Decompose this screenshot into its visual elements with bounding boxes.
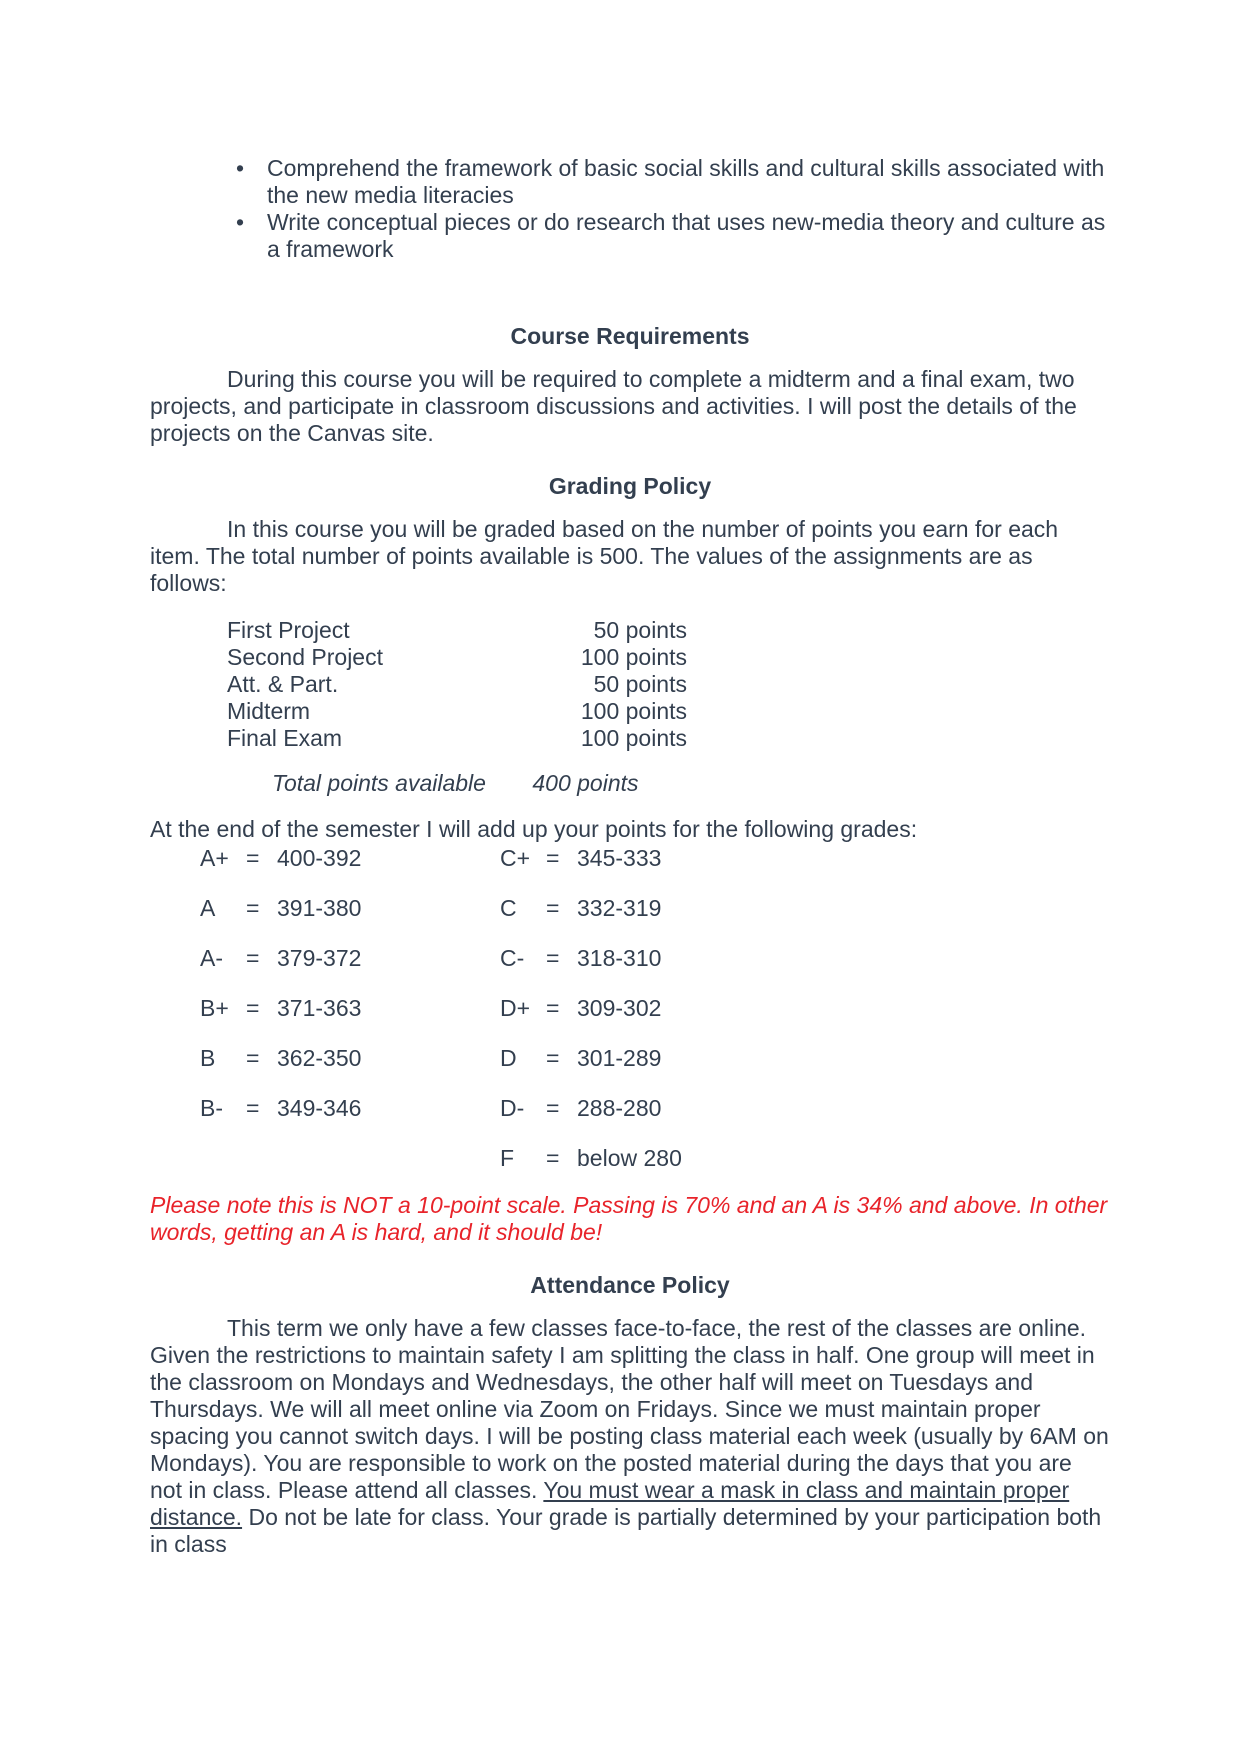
- attendance-policy-heading: Attendance Policy: [530, 1272, 730, 1298]
- grade-equals: =: [546, 1045, 560, 1071]
- grade-letter: A-: [200, 945, 223, 971]
- grade-equals: =: [246, 945, 260, 971]
- grade-letter: D+: [500, 995, 531, 1021]
- total-points-label: Total points available: [272, 770, 486, 796]
- grade-equals: =: [546, 945, 560, 971]
- grade-letter: C: [500, 895, 517, 921]
- grade-equals: =: [546, 995, 560, 1021]
- grade-cell: [500, 845, 661, 872]
- table-row: [150, 725, 1110, 752]
- grade-range: 309-302: [577, 995, 662, 1021]
- course-requirements-paragraph: During this course you will be required to complete a midterm and a final exam, two projects, and participate in classroom discussions and activities. I will post the details of the projects on the Canvas site.: [150, 366, 1077, 446]
- table-row: [150, 845, 1110, 872]
- grading-scale-note: Please note this is NOT a 10-point scale. Passing is 70% and an A is 34% and above. In other words, getting an A is hard, and it should be!: [150, 1192, 1108, 1245]
- assignment-name: First Project: [227, 617, 350, 643]
- grade-cell: [500, 1145, 682, 1172]
- grade-cell: [200, 845, 500, 872]
- assignments-table: [150, 617, 1110, 752]
- objectives-list: [150, 155, 1110, 263]
- attendance-text-before: This term we only have a few classes face-to-face, the rest of the classes are online. Given the restrictions to maintain safety I am splitting the class in half. One group will meet in the classroom on Mondays and Wednesdays, the other half will meet on Tuesdays and Thursdays. We will all meet online via Zoom on Fridays. Since we must maintain proper spacing you cannot switch days. I will be posting class material each week (usually by 6AM on Mondays). You are responsible to work on the posted material during the days that you are not in class. Please attend all classes.: [150, 1315, 1109, 1503]
- grade-equals: =: [546, 1095, 560, 1121]
- grade-range: 301-289: [577, 1045, 662, 1071]
- assignment-points: 100 points: [580, 698, 687, 724]
- grade-letter: D-: [500, 1095, 525, 1121]
- table-row: [150, 617, 1110, 644]
- grade-letter: B+: [200, 995, 229, 1021]
- grade-letter: C-: [500, 945, 525, 971]
- grade-cell: [200, 1145, 500, 1172]
- grade-cell: [200, 895, 500, 922]
- assignment-name: Final Exam: [227, 725, 343, 751]
- table-row: [150, 644, 1110, 671]
- assignment-points: 50 points: [593, 617, 687, 643]
- grade-letter: A+: [200, 845, 229, 871]
- grade-range: 288-280: [577, 1095, 662, 1121]
- assignment-points: 100 points: [580, 644, 687, 670]
- grade-range: 400-392: [277, 845, 362, 871]
- attendance-text-after: Do not be late for class. Your grade is partially determined by your participation both in class: [150, 1504, 1102, 1557]
- grade-equals: [246, 1145, 277, 1172]
- total-points-line: [150, 770, 1110, 797]
- grade-equals: =: [246, 995, 260, 1021]
- grade-letter: B: [200, 1045, 216, 1071]
- grade-cell: [200, 995, 500, 1022]
- grade-range: 332-319: [577, 895, 662, 921]
- grade-letter: D: [500, 1045, 517, 1071]
- objective-text: Comprehend the framework of basic social skills and cultural skills associated with the new media literacies: [267, 155, 1105, 208]
- grade-cell: [200, 1095, 500, 1122]
- grade-equals: =: [546, 1145, 560, 1171]
- grade-equals: =: [246, 1095, 260, 1121]
- assignment-points: 50 points: [593, 671, 687, 697]
- grade-cell: [500, 945, 661, 972]
- grade-letter: [200, 1145, 246, 1172]
- objective-text: Write conceptual pieces or do research that uses new-media theory and culture as a framework: [267, 209, 1106, 262]
- grading-policy-heading: Grading Policy: [548, 473, 712, 499]
- objective-item: [150, 155, 1110, 209]
- grade-equals: =: [546, 845, 560, 871]
- grade-equals: =: [246, 845, 260, 871]
- grade-cell: [200, 1045, 500, 1072]
- grade-letter: F: [500, 1145, 515, 1171]
- grade-range: 345-333: [577, 845, 662, 871]
- grade-range: 391-380: [277, 895, 362, 921]
- grade-cell: [500, 1045, 661, 1072]
- grade-range: 379-372: [277, 945, 362, 971]
- grading-policy-paragraph: In this course you will be graded based on the number of points you earn for each item. The total number of points available is 500. The values of the assignments are as follows:: [150, 516, 1059, 596]
- grade-equals: =: [246, 895, 260, 921]
- table-row: [150, 895, 1110, 922]
- grade-letter: C+: [500, 845, 531, 871]
- grade-range: 371-363: [277, 995, 362, 1021]
- grade-range: 318-310: [577, 945, 662, 971]
- assignment-name: Midterm: [227, 698, 311, 724]
- course-requirements-heading: Course Requirements: [510, 323, 750, 349]
- table-row: [150, 1045, 1110, 1072]
- grade-letter: B-: [200, 1095, 223, 1121]
- grades-table: [150, 845, 1110, 1172]
- grade-range: 349-346: [277, 1095, 362, 1121]
- table-row: [150, 671, 1110, 698]
- grade-range: below 280: [577, 1145, 682, 1171]
- grade-equals: =: [546, 895, 560, 921]
- assignment-name: Second Project: [227, 644, 383, 670]
- total-points-value: 400 points: [532, 770, 639, 796]
- grade-cell: [200, 945, 500, 972]
- grade-range: 362-350: [277, 1045, 362, 1071]
- attendance-policy-paragraph: [150, 1315, 1110, 1558]
- grade-cell: [500, 995, 661, 1022]
- objective-item: [150, 209, 1110, 263]
- table-row: [150, 945, 1110, 972]
- grades-intro: At the end of the semester I will add up your points for the following grades:: [150, 816, 918, 842]
- assignment-points: 100 points: [580, 725, 687, 751]
- grade-letter: A: [200, 895, 216, 921]
- table-row: [150, 995, 1110, 1022]
- grade-cell: [500, 1095, 661, 1122]
- grade-cell: [500, 895, 661, 922]
- table-row: [150, 1095, 1110, 1122]
- mask-rule-underlined-text: You must wear a mask in class and maintain proper distance.: [150, 1477, 1070, 1530]
- table-row: [150, 1145, 1110, 1172]
- assignment-name: Att. & Part.: [227, 671, 339, 697]
- table-row: [150, 698, 1110, 725]
- grade-equals: =: [246, 1045, 260, 1071]
